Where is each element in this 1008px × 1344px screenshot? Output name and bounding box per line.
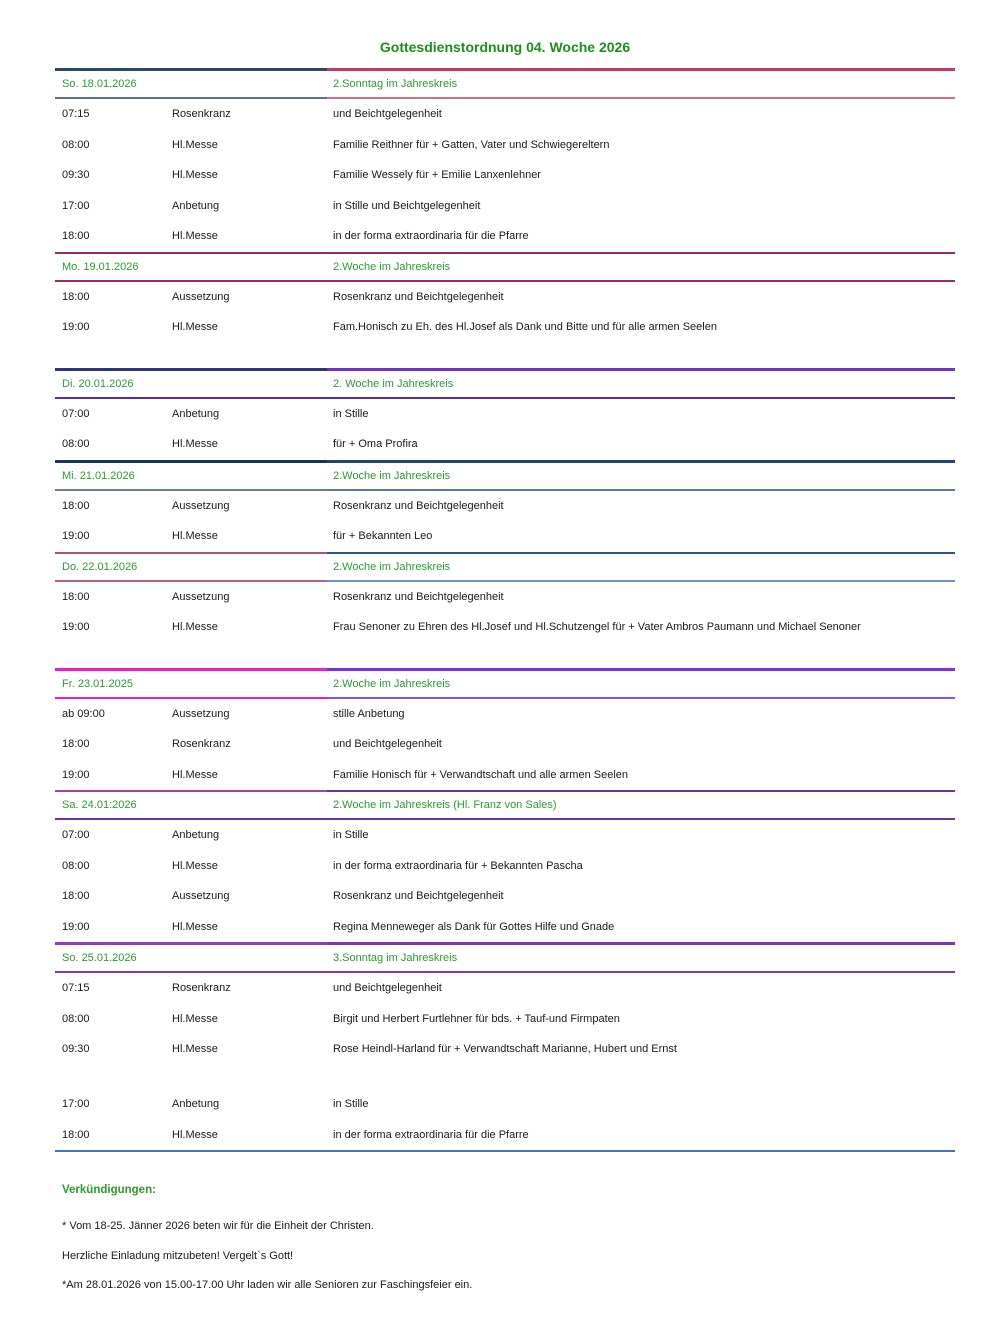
document-body <box>55 0 955 1309</box>
day-section <box>55 668 955 791</box>
row-event: Rosenkranz <box>172 738 231 751</box>
day-section <box>55 552 955 668</box>
section-rule-top-left-segment <box>55 790 327 792</box>
section-rule-bottom <box>55 280 955 282</box>
announcement-line: Herzliche Einladung mitzubeten! Vergelt`s Gott! <box>62 1249 294 1262</box>
section-rule-top <box>55 668 955 671</box>
schedule-row <box>55 1089 955 1120</box>
schedule-row <box>55 429 955 460</box>
schedule-row <box>55 221 955 252</box>
section-header <box>55 945 955 971</box>
row-description: für + Bekannten Leo <box>333 530 433 543</box>
section-rule-bottom <box>55 971 955 973</box>
row-event: Aussetzung <box>172 590 230 603</box>
schedule-row <box>55 729 955 760</box>
section-week-label: 2.Woche im Jahreskreis <box>333 469 451 482</box>
schedule-row <box>55 851 955 882</box>
announcements-list <box>62 1220 955 1291</box>
row-description: in der forma extraordinaria für + Bekannten Pascha <box>333 859 583 872</box>
section-rule-bottom-right-segment <box>327 397 955 399</box>
section-rule-bottom-left-segment <box>55 489 327 491</box>
row-description: Rosenkranz und Beichtgelegenheit <box>333 499 504 512</box>
section-rule-bottom-right-segment <box>327 580 955 582</box>
row-time: 18:00 <box>62 590 90 603</box>
section-rule-top <box>55 460 955 463</box>
section-date: So. 18.01.2026 <box>62 78 137 90</box>
section-rule-bottom <box>55 397 955 399</box>
section-rule-top <box>55 252 955 254</box>
day-section <box>55 460 955 552</box>
row-time: 19:00 <box>62 920 90 933</box>
row-time: 18:00 <box>62 890 90 903</box>
schedule-row <box>55 820 955 851</box>
schedule-row <box>55 1004 955 1035</box>
row-time: 19:00 <box>62 321 90 334</box>
row-description: Rosenkranz und Beichtgelegenheit <box>333 290 504 303</box>
row-time: 07:15 <box>62 982 90 995</box>
row-event: Hl.Messe <box>172 1128 218 1141</box>
schedule-row <box>55 160 955 191</box>
row-time: 17:00 <box>62 1098 90 1111</box>
section-rule-top-right-segment <box>327 252 955 254</box>
schedule-table <box>55 68 955 1152</box>
day-section <box>55 368 955 460</box>
row-event: Aussetzung <box>172 707 230 720</box>
schedule-row <box>55 491 955 522</box>
row-time: 18:00 <box>62 230 90 243</box>
section-rule-bottom-left-segment <box>55 397 327 399</box>
section-rule-bottom-right-segment <box>327 97 955 99</box>
row-time: 18:00 <box>62 1128 90 1141</box>
section-header <box>55 254 955 280</box>
row-event: Hl.Messe <box>172 1043 218 1056</box>
row-time: 08:00 <box>62 1012 90 1025</box>
page-title: Gottesdienstordnung 04. Woche 2026 <box>379 39 631 55</box>
section-rule-bottom <box>55 818 955 820</box>
row-event: Aussetzung <box>172 890 230 903</box>
section-header <box>55 554 955 580</box>
section-date: Sa. 24.01:2026 <box>62 799 137 811</box>
schedule-row <box>55 1120 955 1151</box>
row-description: Rosenkranz und Beichtgelegenheit <box>333 890 504 903</box>
row-time: 07:15 <box>62 108 90 121</box>
row-event: Hl.Messe <box>172 138 218 151</box>
row-time: 08:00 <box>62 138 90 151</box>
row-time: 17:00 <box>62 199 90 212</box>
row-time: 07:00 <box>62 407 90 420</box>
schedule-row <box>55 582 955 613</box>
schedule-row <box>55 1034 955 1065</box>
section-date: Mo. 19.01.2026 <box>62 260 139 273</box>
section-week-label: 2. Woche im Jahreskreis <box>333 377 454 390</box>
schedule-row <box>55 912 955 943</box>
row-description: und Beichtgelegenheit <box>333 738 442 751</box>
row-time: 07:00 <box>62 829 90 842</box>
row-description: Familie Honisch für + Verwandtschaft und alle armen Seelen <box>333 768 629 781</box>
section-rule-top <box>55 790 955 792</box>
section-week-label: 2.Woche im Jahreskreis (Hl. Franz von Sales) <box>333 799 557 811</box>
section-rule-top <box>55 942 955 945</box>
section-header <box>55 71 955 97</box>
section-week-label: 2.Woche im Jahreskreis <box>333 260 451 273</box>
row-description: und Beichtgelegenheit <box>333 982 442 995</box>
section-rule-top-left-segment <box>55 552 327 554</box>
announcement-line: * Vom 18-25. Jänner 2026 beten wir für die Einheit der Christen. <box>62 1220 374 1232</box>
schedule-row <box>55 612 955 643</box>
section-date: Mi. 21.01.2026 <box>62 469 135 482</box>
section-rule-top-right-segment <box>327 68 955 71</box>
section-rule-top-right-segment <box>327 552 955 554</box>
schedule-row <box>55 699 955 730</box>
row-time: 19:00 <box>62 530 90 543</box>
row-description: in Stille <box>333 829 369 842</box>
table-closing-rule-left-segment <box>55 1150 327 1152</box>
announcement-line: *Am 28.01.2026 von 15.00-17.00 Uhr laden wir alle Senioren zur Faschingsfeier ein. <box>62 1279 473 1291</box>
section-rule-bottom <box>55 580 955 582</box>
day-section <box>55 942 955 1150</box>
section-gap <box>55 643 955 668</box>
schedule-row <box>55 973 955 1004</box>
section-date: So. 25.01.2026 <box>62 952 137 964</box>
row-description: Rosenkranz und Beichtgelegenheit <box>333 590 504 603</box>
row-event: Hl.Messe <box>172 438 218 451</box>
section-rule-bottom-left-segment <box>55 971 327 973</box>
row-time: 18:00 <box>62 290 90 303</box>
row-time: 19:00 <box>62 621 90 634</box>
schedule-row <box>55 521 955 552</box>
row-event: Hl.Messe <box>172 920 218 933</box>
row-time: 08:00 <box>62 438 90 451</box>
row-event: Aussetzung <box>172 290 230 303</box>
section-rule-bottom-right-segment <box>327 280 955 282</box>
section-week-label: 2.Sonntag im Jahreskreis <box>333 78 458 90</box>
section-rule-top-left-segment <box>55 252 327 254</box>
row-description: in Stille <box>333 407 369 420</box>
row-event: Hl.Messe <box>172 530 218 543</box>
row-event: Anbetung <box>172 1098 220 1111</box>
row-description: Familie Wessely für + Emilie Lanxenlehner <box>333 169 541 182</box>
announcements <box>55 1184 955 1291</box>
row-time: 09:30 <box>62 1043 90 1056</box>
section-week-label: 2.Woche im Jahreskreis <box>333 560 451 573</box>
row-description: in Stille und Beichtgelegenheit <box>333 199 481 212</box>
row-event: Aussetzung <box>172 499 230 512</box>
row-description: Rose Heindl-Harland für + Verwandtschaft Marianne, Hubert und Ernst <box>333 1043 677 1056</box>
row-description: Regina Menneweger als Dank für Gottes Hilfe und Gnade <box>333 920 615 933</box>
section-rule-top-left-segment <box>55 460 327 463</box>
section-rule-top-right-segment <box>327 790 955 792</box>
row-description: Fam.Honisch zu Eh. des Hl.Josef als Dank und Bitte und für alle armen Seelen <box>333 321 717 334</box>
row-event: Rosenkranz <box>172 108 231 121</box>
section-rule-top <box>55 68 955 71</box>
row-time: ab 09:00 <box>62 707 105 720</box>
section-rule-bottom-left-segment <box>55 818 327 820</box>
row-description: Familie Reithner für + Gatten, Vater und Schwiegereltern <box>333 138 610 151</box>
row-time: 19:00 <box>62 768 90 781</box>
row-event: Anbetung <box>172 199 220 212</box>
schedule-row <box>55 282 955 313</box>
day-section <box>55 790 955 942</box>
section-rule-bottom-right-segment <box>327 489 955 491</box>
announcements-heading: Verkündigungen: <box>62 1184 156 1196</box>
section-date: Di. 20.01.2026 <box>62 377 134 390</box>
section-rule-top-right-segment <box>327 368 955 371</box>
day-section <box>55 68 955 252</box>
row-event: Hl.Messe <box>172 859 218 872</box>
section-date: Fr. 23.01.2025 <box>62 677 133 690</box>
row-event: Hl.Messe <box>172 230 218 243</box>
row-description: in der forma extraordinaria für die Pfarre <box>333 1128 529 1141</box>
section-rule-bottom <box>55 697 955 699</box>
row-description: in Stille <box>333 1098 369 1111</box>
day-section <box>55 252 955 368</box>
table-closing-rule <box>55 1150 955 1152</box>
section-week-label: 3.Sonntag im Jahreskreis <box>333 952 458 964</box>
row-event: Hl.Messe <box>172 321 218 334</box>
section-header <box>55 671 955 697</box>
row-time: 08:00 <box>62 859 90 872</box>
section-rule-top <box>55 368 955 371</box>
row-event: Hl.Messe <box>172 621 218 634</box>
section-week-label: 2.Woche im Jahreskreis <box>333 677 451 690</box>
section-header <box>55 371 955 397</box>
row-description: stille Anbetung <box>333 707 405 720</box>
section-rule-top-right-segment <box>327 668 955 671</box>
section-rule-bottom-right-segment <box>327 697 955 699</box>
section-rule-top-left-segment <box>55 368 327 371</box>
section-date: Do. 22.01.2026 <box>62 560 138 573</box>
schedule-row <box>55 99 955 130</box>
section-rule-top-left-segment <box>55 942 327 945</box>
row-event: Anbetung <box>172 407 220 420</box>
section-rule-top-right-segment <box>327 942 955 945</box>
section-rule-top-left-segment <box>55 68 327 71</box>
section-rule-top-left-segment <box>55 668 327 671</box>
schedule-row <box>55 312 955 343</box>
row-description: und Beichtgelegenheit <box>333 108 442 121</box>
section-gap <box>55 343 955 368</box>
schedule-row <box>55 881 955 912</box>
row-time: 18:00 <box>62 738 90 751</box>
section-rule-bottom-left-segment <box>55 580 327 582</box>
row-description: in der forma extraordinaria für die Pfarre <box>333 230 529 243</box>
section-rule-bottom <box>55 97 955 99</box>
row-event: Hl.Messe <box>172 169 218 182</box>
section-rule-bottom-left-segment <box>55 697 327 699</box>
section-rule-top-right-segment <box>327 460 955 463</box>
row-description: Birgit und Herbert Furtlehner für bds. + Tauf-und Firmpaten <box>333 1012 620 1025</box>
schedule-row <box>55 191 955 222</box>
row-time: 18:00 <box>62 499 90 512</box>
section-rule-bottom-right-segment <box>327 971 955 973</box>
section-rule-bottom-left-segment <box>55 280 327 282</box>
section-header <box>55 463 955 489</box>
section-header <box>55 792 955 818</box>
row-description: für + Oma Profira <box>333 438 418 451</box>
schedule-row <box>55 130 955 161</box>
section-rule-bottom-left-segment <box>55 97 327 99</box>
schedule-row <box>55 760 955 791</box>
row-event: Hl.Messe <box>172 1012 218 1025</box>
section-rule-top <box>55 552 955 554</box>
table-closing-rule-right-segment <box>327 1150 955 1152</box>
schedule-row <box>55 399 955 430</box>
row-time: 09:30 <box>62 169 90 182</box>
row-event: Anbetung <box>172 829 220 842</box>
empty-row <box>55 1065 955 1090</box>
row-event: Hl.Messe <box>172 768 218 781</box>
section-rule-bottom-right-segment <box>327 818 955 820</box>
section-rule-bottom <box>55 489 955 491</box>
row-description: Frau Senoner zu Ehren des Hl.Josef und Hl.Schutzengel für + Vater Ambros Paumann und Michael Senoner <box>333 621 861 634</box>
row-event: Rosenkranz <box>172 982 231 995</box>
